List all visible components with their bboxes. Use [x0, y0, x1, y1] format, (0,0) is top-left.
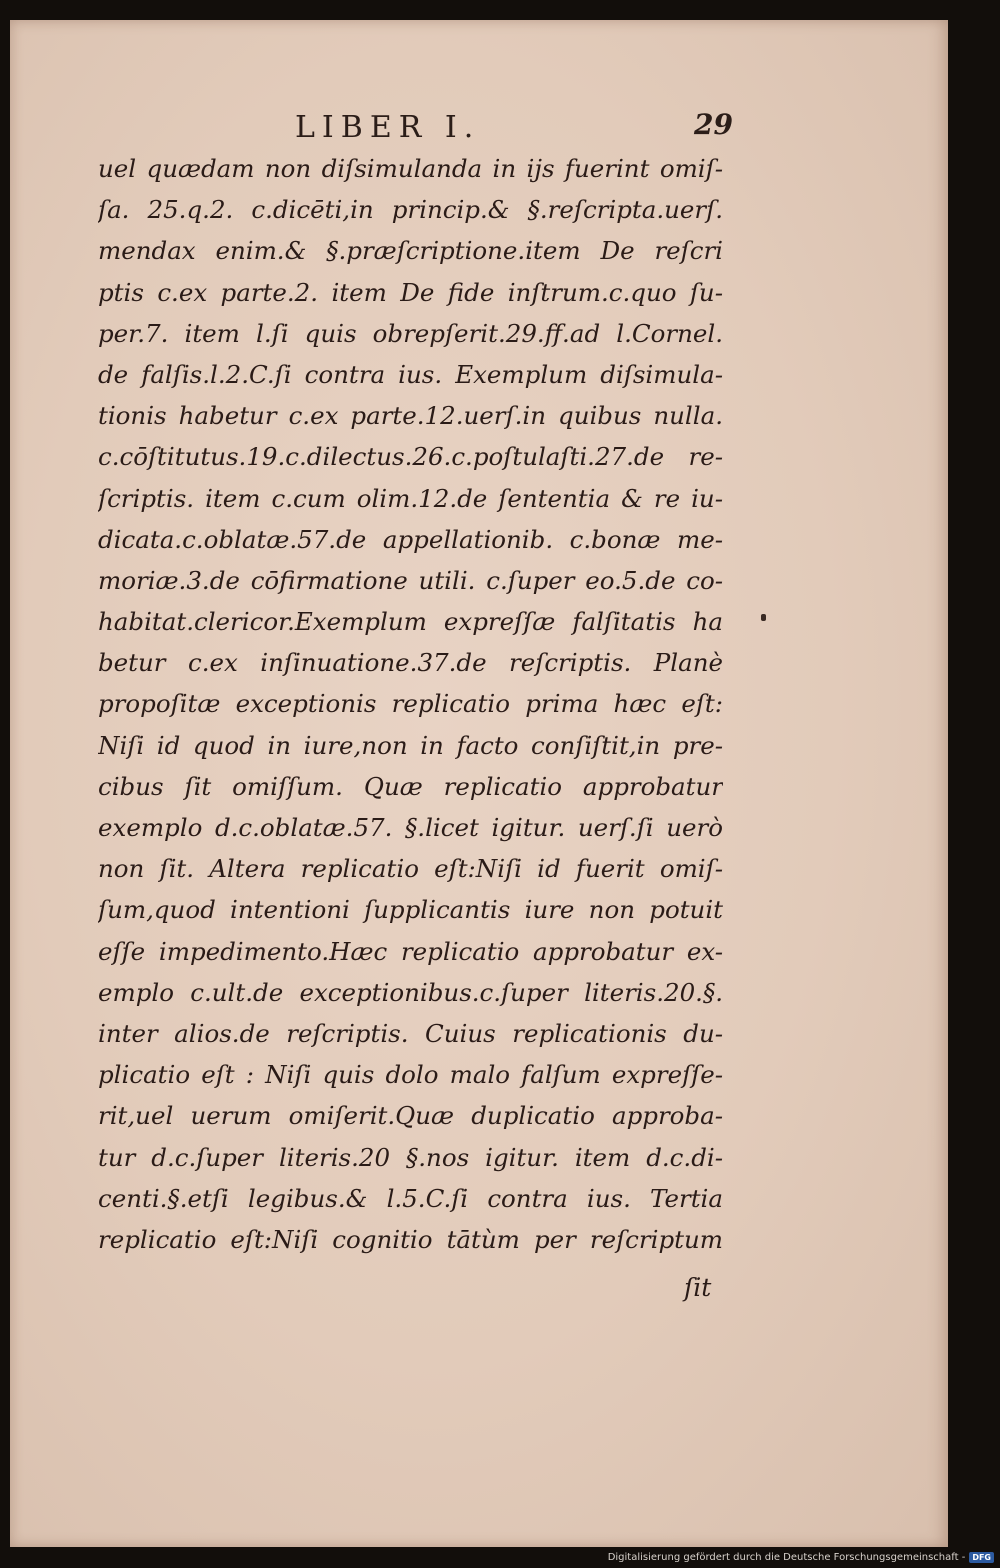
text-line: centi.§.etſi legibus.& l.5.C.ſi contra ius. Tertia [98, 1183, 723, 1213]
book-page [10, 20, 948, 1547]
text-line: dicata.c.oblatæ.57.de appellationib. c.bonæ me- [98, 524, 723, 554]
text-line: moriæ.3.de cōfirmatione utili. c.ſuper eo.5.de co- [98, 565, 723, 595]
text-line: tur d.c.ſuper literis.20 §.nos igitur. item d.c.di- [98, 1142, 723, 1172]
text-line: non ſit. Altera replicatio eſt:Niſi id fuerit omiſ- [98, 854, 723, 884]
text-line: ſcriptis. item c.cum olim.12.de ſententia & re iu- [98, 483, 723, 513]
text-line: mendax enim.& §.præſcriptione.item De reſcri [98, 236, 723, 266]
text-line: uel quædam non diſsimulanda in ijs fuerint omiſ- [98, 154, 723, 183]
running-head: LIBER I. [295, 110, 481, 145]
text-line: betur c.ex inſinuatione.37.de reſcriptis. Planè [98, 648, 723, 678]
text-line: plicatio eſt : Niſi quis dolo malo falſum expreſſe- [98, 1060, 723, 1090]
text-line: replicatio eſt:Niſi cognitio tātùm per reſcriptum [98, 1224, 723, 1254]
text-line: cibus ſit omiſſum. Quæ replicatio approbatur [98, 771, 723, 801]
body-text [98, 148, 723, 1260]
ink-speck-mark [761, 614, 766, 621]
text-line: per.7. item l.ſi quis obrepſerit.29.ff.ad l.Cornel. [98, 318, 723, 348]
page-number: 29 [694, 108, 733, 141]
text-line: eſſe impedimento.Hæc replicatio approbatur ex- [98, 936, 723, 966]
dfg-logo-icon: DFG [969, 1552, 994, 1563]
text-line: ſa. 25.q.2. c.dicēti,in princip.& §.reſcripta.uerſ. [98, 195, 723, 225]
funding-credit: Digitalisierung gefördert durch die Deutsche Forschungsgemeinschaft - [607, 1551, 966, 1563]
digitization-footer [608, 1550, 994, 1564]
text-line: ptis c.ex parte.2. item De fide inſtrum.c.quo ſu- [98, 277, 723, 307]
text-line: exemplo d.c.oblatæ.57. §.licet igitur. uerſ.ſi uerò [98, 813, 723, 842]
text-line: propoſitæ exceptionis replicatio prima hæc eſt: [98, 689, 723, 719]
text-line: de falſis.l.2.C.ſi contra ius. Exemplum diſsimula- [98, 359, 723, 389]
text-line: emplo c.ult.de exceptionibus.c.ſuper literis.20.§. [98, 977, 723, 1007]
text-line: rit,uel uerum omiſerit.Quæ duplicatio approba- [98, 1101, 723, 1131]
catchword: ſit [684, 1273, 712, 1302]
text-line: tionis habetur c.ex parte.12.uerſ.in quibus nulla. [98, 401, 723, 431]
text-line: c.cōſtitutus.19.c.dilectus.26.c.poſtulaſti.27.de re- [98, 442, 723, 472]
text-line: Niſi id quod in iure,non in facto conſiſtit,in pre- [98, 730, 723, 760]
text-line: ſum,quod intentioni ſupplicantis iure non potuit [98, 895, 723, 925]
text-line: habitat.clericor.Exemplum expreſſæ falſitatis ha [98, 607, 723, 637]
text-line: inter alios.de reſcriptis. Cuius replicationis du- [98, 1018, 723, 1048]
